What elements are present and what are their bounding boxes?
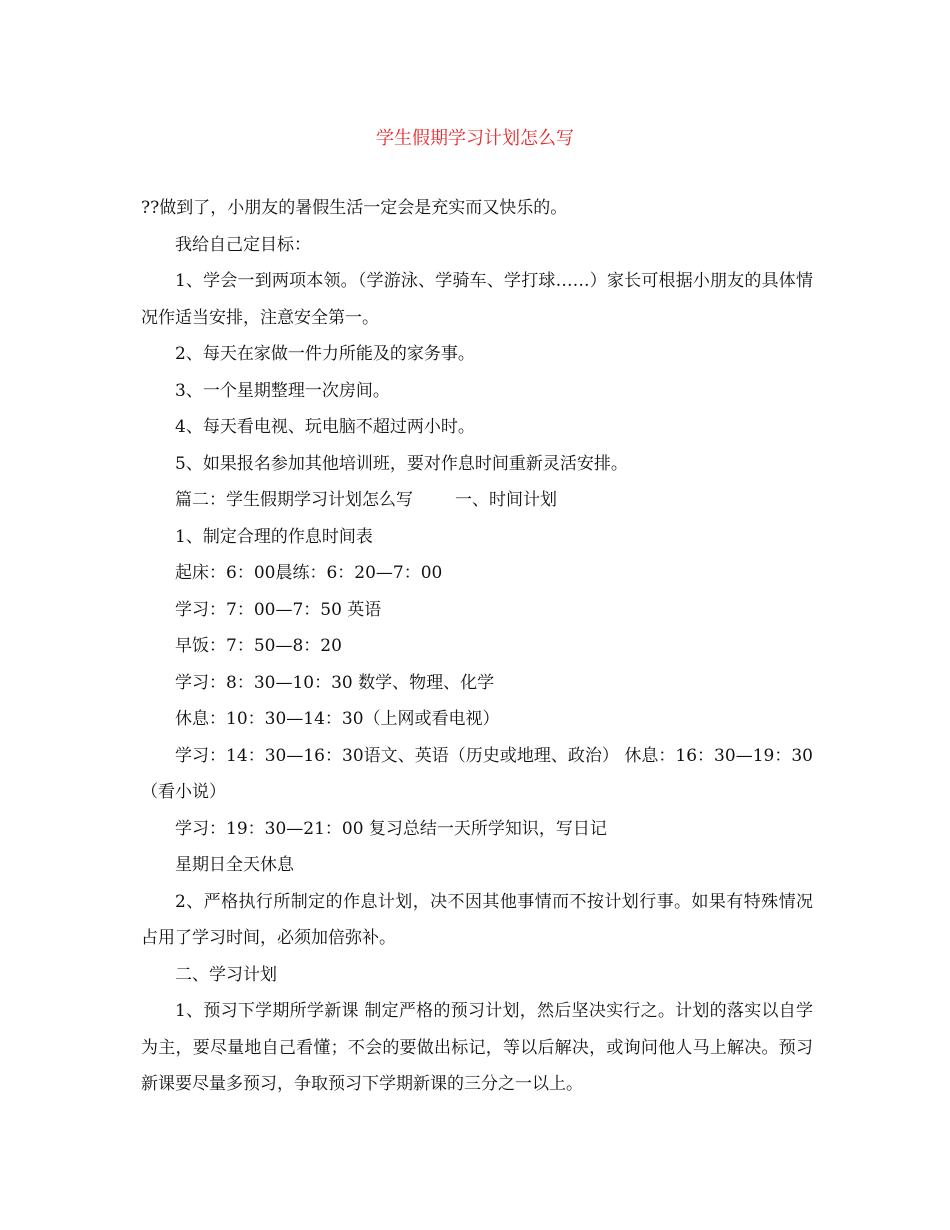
paragraph: 1、学会一到两项本领。（学游泳、学骑车、学打球……）家长可根据小朋友的具体情况作适当安排，注意安全第一。 xyxy=(141,271,813,328)
document-body xyxy=(141,190,813,1103)
section-heading-left: 篇二：学生假期学习计划怎么写 xyxy=(175,490,413,510)
paragraph: 4、每天看电视、玩电脑不超过两小时。 xyxy=(175,417,475,437)
paragraph: 3、一个星期整理一次房间。 xyxy=(175,380,390,401)
paragraph: 学习：8：30—10：30 数学、物理、化学 xyxy=(175,672,495,693)
paragraph: 星期日全天休息 xyxy=(175,855,294,875)
paragraph: 学习：14：30—16：30语文、英语（历史或地理、政治） 休息：16：30—19：30（看小说） xyxy=(141,745,813,802)
paragraph: 5、如果报名参加其他培训班，要对作息时间重新灵活安排。 xyxy=(175,453,628,474)
paragraph: 2、每天在家做一件力所能及的家务事。 xyxy=(175,344,475,364)
paragraph: ??做到了，小朋友的暑假生活一定会是充实而又快乐的。 xyxy=(141,198,568,218)
paragraph: 我给自己定目标： xyxy=(175,234,311,255)
section-heading xyxy=(141,482,813,519)
paragraph: 2、严格执行所制定的作息计划，决不因其他事情而不按计划行事。如果有特殊情况占用了学习时间，必须加倍弥补。 xyxy=(141,891,813,948)
paragraph: 学习：7：00—7：50 英语 xyxy=(175,599,382,620)
paragraph: 休息：10：30—14：30（上网或看电视） xyxy=(175,709,500,729)
paragraph: 1、制定合理的作息时间表 xyxy=(175,526,373,547)
paragraph: 1、预习下学期所学新课 制定严格的预习计划，然后坚决实行之。计划的落实以自学为主，要尽量地自己看懂；不会的要做出标记，等以后解决，或询问他人马上解决。预习新课要尽量多预习，争取预习下学期新课的三分之一以上。 xyxy=(141,1001,813,1094)
document-title: 学生假期学习计划怎么写 xyxy=(376,128,574,149)
paragraph: 起床：6：00晨练：6：20—7：00 xyxy=(175,563,443,583)
section-heading-right: 一、时间计划 xyxy=(455,490,557,510)
paragraph: 二、学习计划 xyxy=(175,964,277,985)
paragraph: 早饭：7：50—8：20 xyxy=(175,636,342,656)
paragraph: 学习：19：30—21：00 复习总结一天所学知识，写日记 xyxy=(175,818,607,839)
